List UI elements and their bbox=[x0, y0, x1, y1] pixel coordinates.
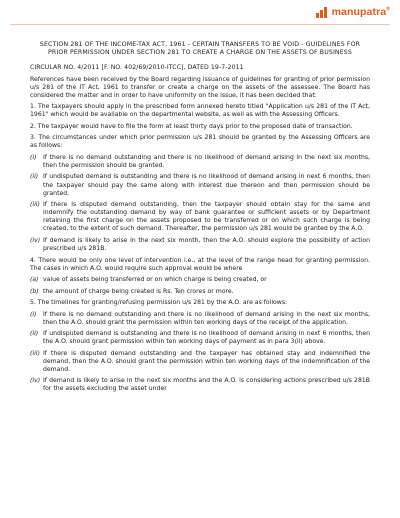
list-item-text: If there is no demand outstanding and there is no likelihood of demand arising in the next six months, then the permission should be granted. bbox=[43, 153, 370, 169]
list-item-text: If demand is likely to arise in the next six month, then the A.O. should explore the possibility of action prescribed u/s 281B. bbox=[43, 236, 370, 253]
document-title: SECTION 281 OF THE INCOME-TAX ACT, 1961 - CERTAIN TRANSFERS TO BE VOID - GUIDELINES FOR PRIOR PERMISSION UNDER SECTION 281 TO CREATE A CHARGE ON THE ASSETS OF BUSINESS bbox=[39, 41, 361, 57]
list-item-number: (iii) bbox=[30, 349, 40, 357]
paragraph-2: 2. The taxpayer would have to file the form at least thirty days prior to the proposed date of transaction. bbox=[30, 122, 353, 130]
list-item-number: (ii) bbox=[30, 330, 39, 338]
logo-text: manupatra® bbox=[331, 6, 390, 18]
list-item-number: (i) bbox=[30, 310, 37, 318]
list-item-text: If undisputed demand is outstanding and there is no likelihood of demand arising in next 6 months, then the taxpayer should pay the same along with interest due thereon and then permission should be granted. bbox=[43, 173, 370, 197]
list-item-number: (ii) bbox=[30, 173, 39, 181]
list-item-text: value of assets being transferred or on which charge is being created, or bbox=[43, 276, 267, 284]
list-item-text: If demand is likely to arise in the next six months and the A.O. is considering actions prescribed u/s 281B for the assets excluding the asset under bbox=[43, 377, 370, 393]
list-item-text: If there is disputed demand outstanding and the taxpayer has obtained stay and indemnified the demand, then the A.O. should grant the permission within ten working days of the indemnification of the demand. bbox=[43, 349, 370, 373]
list-item bbox=[30, 350, 370, 374]
list-item-text: If there is disputed demand outstanding, then the taxpayer should obtain stay for the same and indemnify the outstanding demand by way of bank guarantee or sufficient assets or by Department retaining the first charge on the assets proposed to be transferred or on which such charge is being created, to the extent of such demand. Thereafter, the permission u/s 281 would be granted by the A.O. bbox=[43, 201, 370, 233]
list-item bbox=[30, 201, 370, 233]
manupatra-logo bbox=[316, 6, 390, 18]
list-item bbox=[30, 154, 370, 170]
list-item bbox=[30, 377, 370, 393]
list-item-text: If there is no demand outstanding and there is no likelihood of demand arising in the next six months, then the A.O. should grant the permission within ten working days of the receipt of the application. bbox=[43, 310, 370, 326]
list-item-number: (b) bbox=[30, 287, 39, 295]
circular-reference: CIRCULAR NO. 4/2011 [F. NO. 402/69/2010-ITCC], DATED 19-7-2011 bbox=[30, 63, 244, 71]
list-item bbox=[30, 330, 370, 346]
paragraph-4: 4. There would be only one level of intervention i.e., at the level of the range head for granting permission. The cases in which A.O. would require such approval would be where bbox=[30, 256, 370, 272]
document-body bbox=[30, 41, 370, 397]
list-item bbox=[30, 173, 370, 197]
list-item-number: (iii) bbox=[30, 201, 40, 209]
paragraph-1: 1. The taxpayers should apply in the prescribed form annexed hereto titled "Application u/s 281 of the IT Act, 1961" which would be available on the departmental website, as well as with the Assessing Officers. bbox=[30, 103, 370, 119]
list-item-text: If undisputed demand is outstanding and there is no likelihood of demand arising in next 6 months, then the A.O. should grant permission within ten working days of payment as in para 3(ii) above. bbox=[43, 330, 370, 346]
intro-paragraph: References have been received by the Board regarding issuance of guidelines for granting of prior permission u/s 281 of the IT Act, 1961 to transfer or create a charge on the assets of the assessee. The Board has considered the matter and in order to have uniformity on the issue, it has been decided that: bbox=[30, 75, 370, 99]
list-item-number: (iv) bbox=[30, 236, 41, 244]
list-item-number: (a) bbox=[30, 276, 39, 284]
list-item-number: (iv) bbox=[30, 377, 41, 385]
list-item-text: the amount of charge being created is Rs. Ten crores or more. bbox=[43, 287, 234, 295]
list-item-number: (i) bbox=[30, 153, 37, 161]
list-item bbox=[30, 276, 370, 284]
list-item bbox=[30, 288, 370, 296]
logo-bars-icon bbox=[316, 7, 329, 18]
list-item bbox=[30, 237, 370, 253]
paragraph-3: 3. The circumstances under which prior permission u/s 281 should be granted by the Assessing Officers are as follows: bbox=[30, 134, 370, 150]
paragraph-5: 5. The timelines for granting/refusing permission u/s 281 by the A.O. are as follows: bbox=[30, 299, 288, 307]
header-rule bbox=[10, 24, 390, 25]
list-item bbox=[30, 311, 370, 327]
